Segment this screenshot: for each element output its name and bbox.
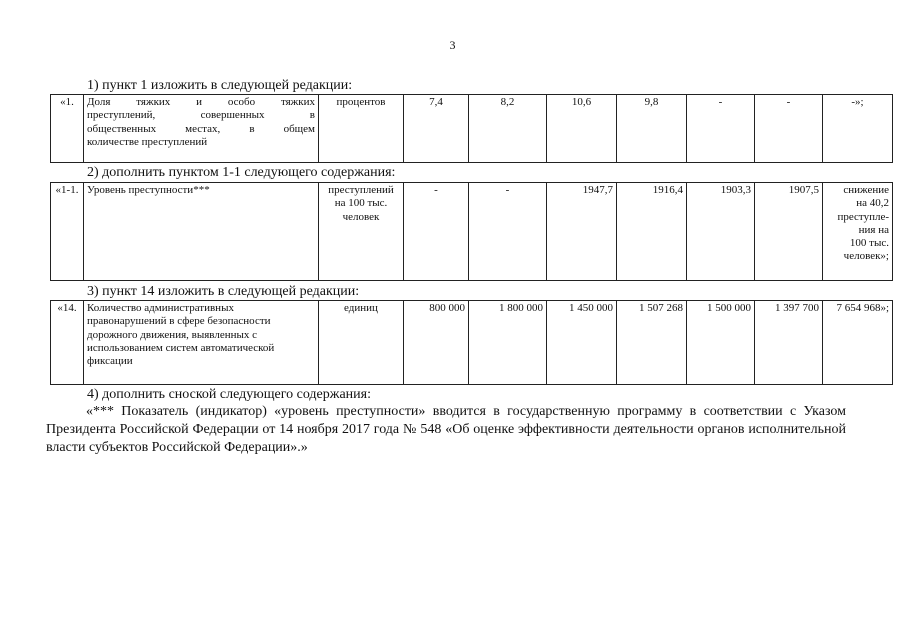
name-line: фиксации [87, 355, 133, 368]
value-cell: 1916,4 [617, 183, 687, 281]
value-cell: - [755, 95, 823, 163]
value-cell: 1 800 000 [469, 301, 547, 385]
value-cell: 7 654 968»; [823, 301, 893, 385]
value-cell: - [404, 183, 469, 281]
value-line: снижение [843, 184, 889, 196]
value-line: преступле- [837, 210, 889, 223]
footnote-text: «*** Показатель (индикатор) «уровень преступности» вводится в государственную программу в соответствии с Указом Президента Российской Федерации от 14 ноября 2017 года № 548 «Об оценке эффективности деятельности органов исполнительной власти субъектов Российской Федерации».» [46, 404, 846, 455]
indicator-name [84, 95, 319, 163]
table-row [51, 301, 893, 385]
value-line: ния на [858, 223, 889, 236]
value-cell: 1 500 000 [687, 301, 755, 385]
value-cell: 1 507 268 [617, 301, 687, 385]
page-number: 3 [449, 38, 456, 52]
unit-cell [319, 183, 404, 281]
name-line: преступлений, совершенных в [87, 109, 315, 122]
name-line: дорожного движения, выявленных с [87, 328, 258, 341]
value-line: 100 тыс. [849, 237, 889, 250]
indicator-name: Уровень преступности*** [84, 183, 319, 281]
table-row [51, 183, 893, 281]
value-cell: 7,4 [404, 95, 469, 163]
value-cell: 1 450 000 [547, 301, 617, 385]
section-3-heading: 3) пункт 14 изложить в следующей редакции: [87, 284, 360, 299]
indicator-name [84, 301, 319, 385]
value-cell: 1 397 700 [755, 301, 823, 385]
name-line: Количество административных [87, 302, 234, 314]
value-line: на 40,2 [856, 197, 889, 210]
value-cell: -»; [823, 95, 893, 163]
value-cell: 10,6 [547, 95, 617, 163]
value-cell: - [469, 183, 547, 281]
table-item-14 [50, 300, 893, 385]
value-cell: 8,2 [469, 95, 547, 163]
value-cell: 800 000 [404, 301, 469, 385]
value-cell: 1907,5 [755, 183, 823, 281]
value-cell: 1903,3 [687, 183, 755, 281]
unit-cell: единиц [319, 301, 404, 385]
value-cell: 1947,7 [547, 183, 617, 281]
row-number: «1. [51, 95, 84, 163]
unit-line: преступлений [328, 184, 394, 196]
value-cell [823, 183, 893, 281]
name-line: общественных местах, в общем [87, 122, 315, 135]
value-line: человек»; [843, 250, 889, 263]
unit-cell: процентов [319, 95, 404, 163]
section-2-heading: 2) дополнить пунктом 1-1 следующего содержания: [87, 165, 396, 180]
section-1-heading: 1) пункт 1 изложить в следующей редакции: [87, 78, 353, 93]
section-4-heading: 4) дополнить сноской следующего содержания: [87, 387, 371, 402]
row-number: «1-1. [51, 183, 84, 281]
value-cell: - [687, 95, 755, 163]
table-item-1-1 [50, 182, 893, 281]
name-line: правонарушений в сфере безопасности [87, 315, 271, 328]
value-cell: 9,8 [617, 95, 687, 163]
table-item-1 [50, 94, 893, 163]
name-line: Доля тяжких и особо тяжких [87, 96, 315, 108]
name-line: использованием систем автоматической [87, 341, 275, 354]
row-number: «14. [51, 301, 84, 385]
name-line: количестве преступлений [87, 135, 208, 148]
unit-line: на 100 тыс. [334, 197, 388, 210]
unit-line: человек [342, 210, 380, 223]
table-row [51, 95, 893, 163]
